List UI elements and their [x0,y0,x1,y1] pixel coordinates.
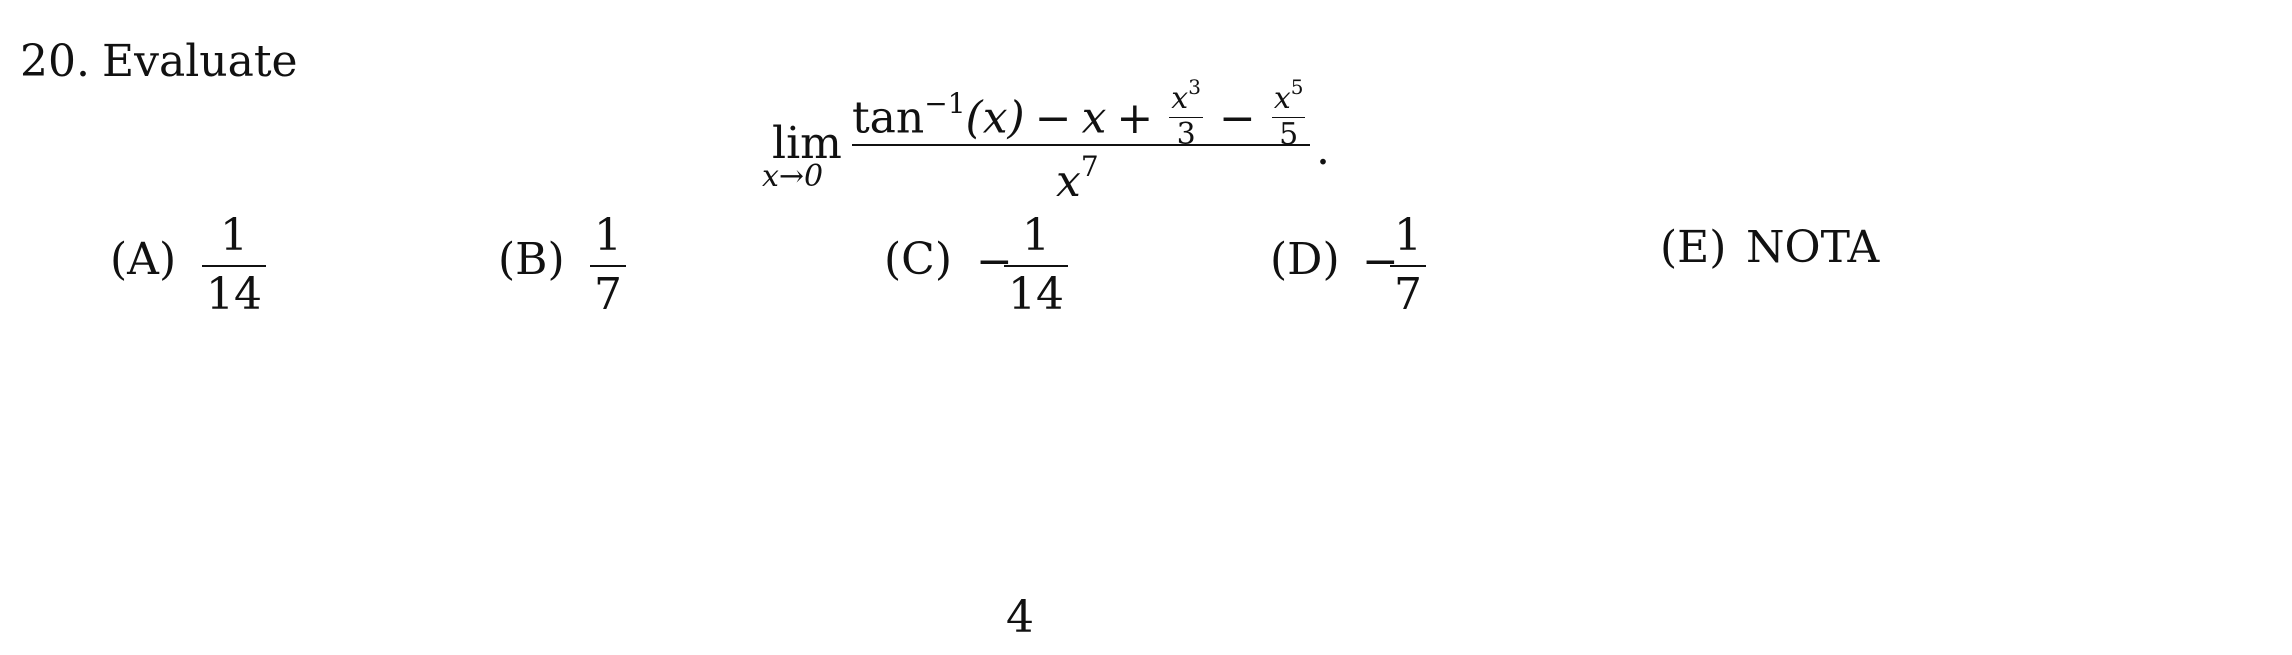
choice-d[interactable] [1270,210,1470,320]
limit-operator: lim [772,118,842,169]
choice-label: (A) [110,234,177,285]
choice-e[interactable] [1660,210,1920,320]
choice-sign: − [1362,236,1399,287]
limit-subscript: x→0 [762,159,824,194]
plus-sign: + [1116,92,1154,144]
choice-value: 1 7 [1390,214,1426,317]
question-prompt: Evaluate [102,36,298,87]
page-number: 4 [1006,592,1034,643]
limit-denominator: $x^7$ [1056,150,1099,207]
x-term: x [1081,92,1107,144]
choice-b[interactable] [498,210,658,320]
choice-label: (C) [884,234,952,285]
choice-value: 1 7 [590,214,626,317]
x-fifth-over-5: $\frac{x^5}{5}$ [1273,75,1304,152]
tan-argument: (x) [965,92,1025,144]
question-number: 20. [20,36,90,87]
x-cubed-over-3: $\frac{x^3}{3}$ [1171,75,1201,152]
choice-label: (B) [498,234,565,285]
limit-fraction-bar [852,144,1310,146]
minus-sign-2: − [1218,92,1256,144]
tan-function: tan [852,92,925,144]
choice-sign: − [976,236,1013,287]
choice-c[interactable] [884,210,1084,320]
limit-period: . [1316,124,1330,175]
choice-label: (D) [1270,234,1340,285]
choice-label: (E) [1660,222,1727,273]
choice-value: 1 14 [1004,214,1068,317]
limit-expression [760,70,1340,207]
limit-fraction [852,70,1312,207]
inverse-superscript: −1 [924,86,966,120]
minus-sign: − [1034,92,1072,144]
choice-text: NOTA [1746,222,1880,273]
choice-value: 1 14 [202,214,266,317]
choice-a[interactable] [110,210,270,320]
